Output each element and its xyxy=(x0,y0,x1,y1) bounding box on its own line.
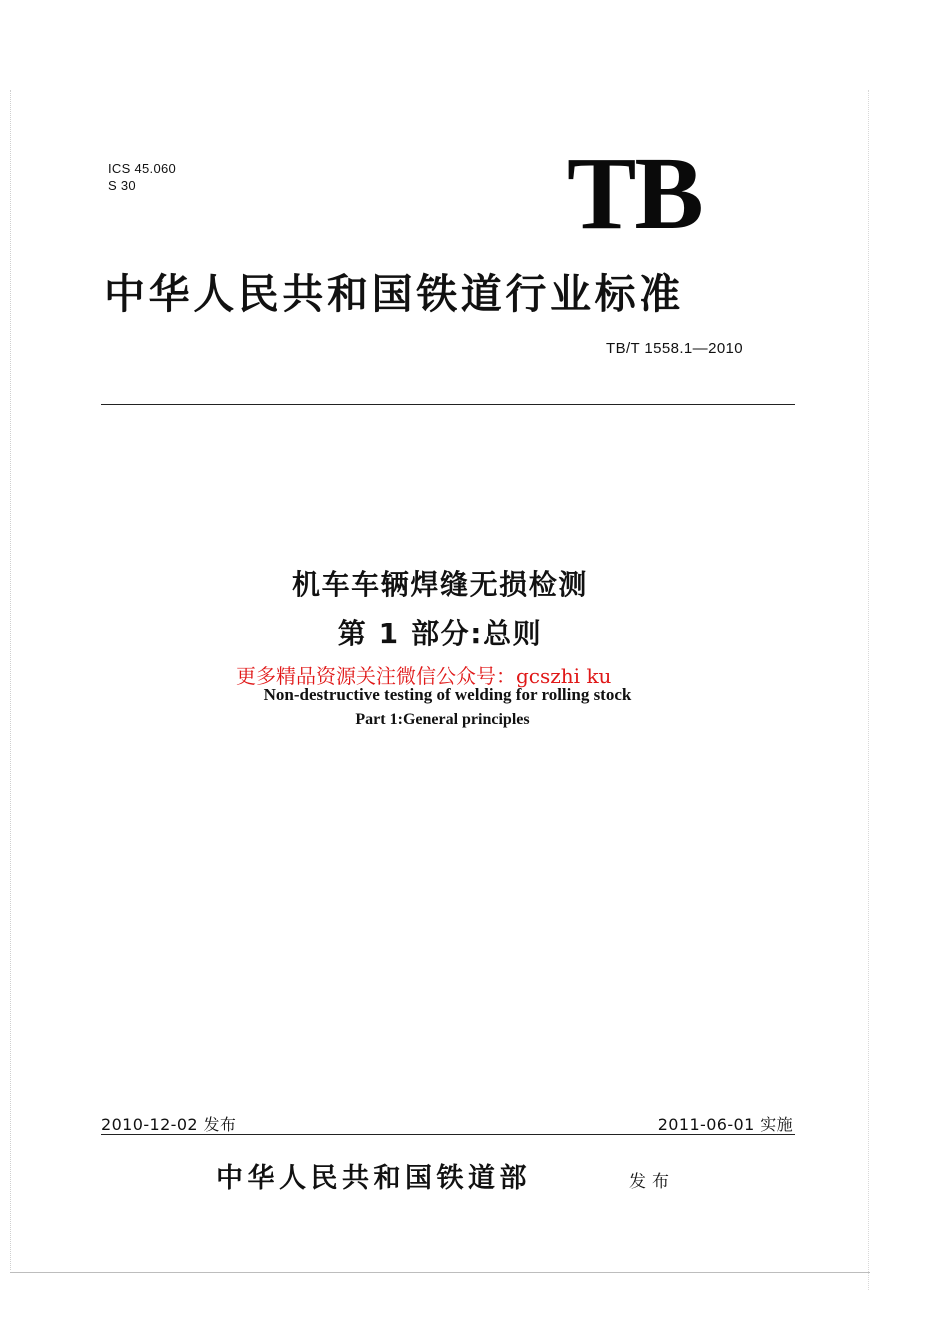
document-title-en-line2: Part 1:General principles xyxy=(355,711,530,728)
ics-code: ICS 45.060 xyxy=(108,161,177,176)
standard-number: TB/T 1558.1—2010 xyxy=(606,340,744,357)
ccs-code: S 30 xyxy=(108,178,136,193)
publisher-name: 中华人民共和国铁道部 xyxy=(216,1163,531,1194)
issue-date: 2010-12-02 发布 xyxy=(101,1115,237,1134)
promo-watermark-text: 更多精品资源关注微信公众号：gcszhi ku xyxy=(236,664,612,688)
publisher-suffix: 发布 xyxy=(629,1172,675,1192)
header-divider xyxy=(101,404,795,405)
tb-logo: TB xyxy=(567,136,702,251)
standard-title: 中华人民共和国铁道行业标准 xyxy=(104,270,684,318)
implementation-date: 2011-06-01 实施 xyxy=(657,1115,793,1134)
scan-edge-left xyxy=(10,90,11,1270)
footer-divider xyxy=(101,1134,795,1135)
scan-edge-bottom xyxy=(10,1272,870,1273)
document-title-cn-line2: 第 1 部分:总则 xyxy=(337,617,543,650)
document-title-en-line1: Non-destructive testing of welding for rolling stock xyxy=(263,685,632,704)
document-title-cn-line1: 机车车辆焊缝无损检测 xyxy=(291,568,588,601)
classification-codes xyxy=(108,160,176,194)
